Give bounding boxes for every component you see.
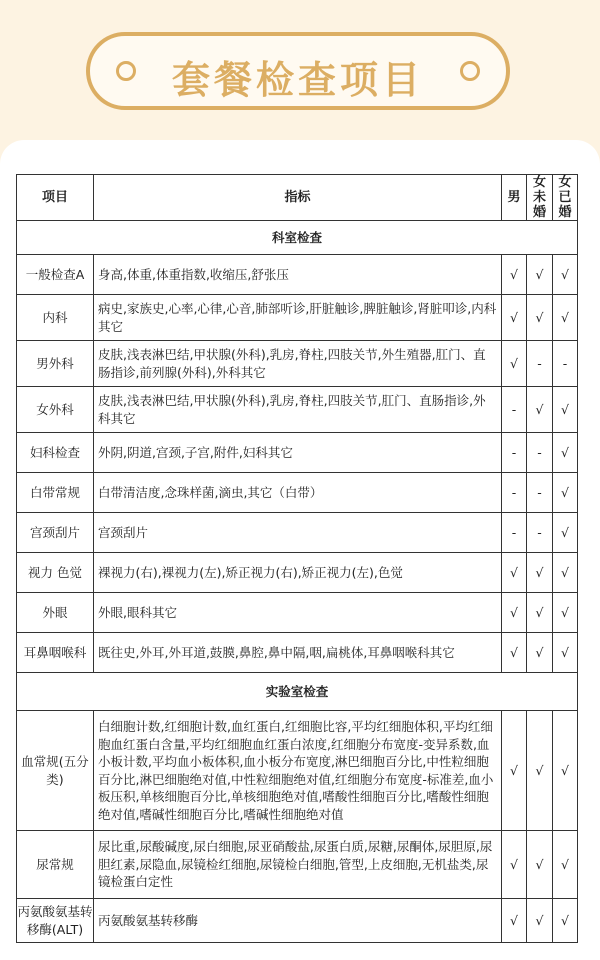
item-cell: 一般检查A [17, 255, 94, 295]
male-mark: √ [502, 295, 527, 341]
indicator-cell: 宫颈刮片 [94, 513, 502, 553]
male-mark: - [502, 387, 527, 433]
indicator-cell: 尿比重,尿酸碱度,尿白细胞,尿亚硝酸盐,尿蛋白质,尿糖,尿酮体,尿胆原,尿胆红素,尿隐血,尿镜检红细胞,尿镜检白细胞,管型,上皮细胞,无机盐类,尿镜检蛋白定性 [94, 831, 502, 899]
female-unmarried-mark: √ [527, 387, 553, 433]
indicator-cell: 裸视力(右),裸视力(左),矫正视力(右),矫正视力(左),色觉 [94, 553, 502, 593]
male-mark: - [502, 433, 527, 473]
female-unmarried-mark: √ [527, 711, 553, 831]
female-unmarried-mark: - [527, 473, 553, 513]
female-unmarried-mark: √ [527, 553, 553, 593]
item-cell: 白带常规 [17, 473, 94, 513]
female-unmarried-mark: - [527, 513, 553, 553]
header-male: 男 [502, 175, 527, 221]
item-cell: 血常规(五分类) [17, 711, 94, 831]
male-mark: √ [502, 711, 527, 831]
female-married-mark: √ [553, 711, 578, 831]
table-row [17, 473, 578, 513]
female-married-mark: √ [553, 831, 578, 899]
item-cell: 男外科 [17, 341, 94, 387]
male-mark: √ [502, 831, 527, 899]
item-cell: 宫颈刮片 [17, 513, 94, 553]
female-unmarried-mark: √ [527, 593, 553, 633]
item-cell: 妇科检查 [17, 433, 94, 473]
circle-icon [460, 61, 480, 81]
header-indicator: 指标 [94, 175, 502, 221]
table-row [17, 341, 578, 387]
male-mark: √ [502, 899, 527, 943]
table-row [17, 633, 578, 673]
male-mark: √ [502, 255, 527, 295]
table-row [17, 899, 578, 943]
female-unmarried-mark: - [527, 433, 553, 473]
indicator-cell: 丙氨酸氨基转移酶 [94, 899, 502, 943]
female-unmarried-mark: √ [527, 255, 553, 295]
page-title: 套餐检查项目 [171, 58, 424, 102]
female-married-mark: √ [553, 295, 578, 341]
table-row [17, 255, 578, 295]
table-row [17, 513, 578, 553]
female-unmarried-mark: √ [527, 899, 553, 943]
title-banner [86, 32, 510, 110]
table-row [17, 711, 578, 831]
table-row [17, 433, 578, 473]
item-cell: 视力 色觉 [17, 553, 94, 593]
female-married-mark: √ [553, 255, 578, 295]
header-female-unmarried: 女未婚 [527, 175, 553, 221]
indicator-cell: 白细胞计数,红细胞计数,血红蛋白,红细胞比容,平均红细胞体积,平均红细胞血红蛋白含量,平均红细胞血红蛋白浓度,红细胞分布宽度-变异系数,血小板计数,平均血小板体积,血小板分布宽度,淋巴细胞百分比,中性粒细胞百分比,淋巴细胞绝对值,中性粒细胞绝对值,红细胞分布宽度-标准差,血小板压积,单核细胞百分比,单核细胞绝对值,嗜酸性细胞百分比,嗜酸性细胞绝对值,嗜碱性细胞百分比,嗜碱性细胞绝对值 [94, 711, 502, 831]
female-married-mark: √ [553, 633, 578, 673]
section-title: 实验室检查 [17, 673, 578, 711]
indicator-cell: 外眼,眼科其它 [94, 593, 502, 633]
indicator-cell: 皮肤,浅表淋巴结,甲状腺(外科),乳房,脊柱,四肢关节,外生殖器,肛门、直肠指诊,前列腺(外科),外科其它 [94, 341, 502, 387]
female-married-mark: - [553, 341, 578, 387]
female-unmarried-mark: √ [527, 633, 553, 673]
female-married-mark: √ [553, 593, 578, 633]
checkup-table [16, 174, 578, 943]
female-unmarried-mark: √ [527, 831, 553, 899]
male-mark: √ [502, 553, 527, 593]
male-mark: - [502, 513, 527, 553]
item-cell: 耳鼻咽喉科 [17, 633, 94, 673]
female-married-mark: √ [553, 899, 578, 943]
item-cell: 女外科 [17, 387, 94, 433]
female-married-mark: √ [553, 387, 578, 433]
indicator-cell: 外阴,阴道,宫颈,子宫,附件,妇科其它 [94, 433, 502, 473]
section-title: 科室检查 [17, 221, 578, 255]
male-mark: √ [502, 593, 527, 633]
table-row [17, 553, 578, 593]
table-row [17, 387, 578, 433]
female-married-mark: √ [553, 513, 578, 553]
female-unmarried-mark: √ [527, 295, 553, 341]
item-cell: 内科 [17, 295, 94, 341]
indicator-cell: 白带清洁度,念珠样菌,滴虫,其它（白带） [94, 473, 502, 513]
header-item: 项目 [17, 175, 94, 221]
table-row [17, 831, 578, 899]
item-cell: 外眼 [17, 593, 94, 633]
male-mark: - [502, 473, 527, 513]
item-cell: 丙氨酸氨基转移酶(ALT) [17, 899, 94, 943]
male-mark: √ [502, 341, 527, 387]
female-married-mark: √ [553, 553, 578, 593]
section-row [17, 673, 578, 711]
table-row [17, 593, 578, 633]
table-header-row [17, 175, 578, 221]
indicator-cell: 皮肤,浅表淋巴结,甲状腺(外科),乳房,脊柱,四肢关节,肛门、直肠指诊,外科其它 [94, 387, 502, 433]
female-unmarried-mark: - [527, 341, 553, 387]
indicator-cell: 病史,家族史,心率,心律,心音,肺部听诊,肝脏触诊,脾脏触诊,肾脏叩诊,内科其它 [94, 295, 502, 341]
table-row [17, 295, 578, 341]
item-cell: 尿常规 [17, 831, 94, 899]
female-married-mark: √ [553, 433, 578, 473]
male-mark: √ [502, 633, 527, 673]
indicator-cell: 身高,体重,体重指数,收缩压,舒张压 [94, 255, 502, 295]
header-female-married: 女已婚 [553, 175, 578, 221]
section-row [17, 221, 578, 255]
female-married-mark: √ [553, 473, 578, 513]
indicator-cell: 既往史,外耳,外耳道,鼓膜,鼻腔,鼻中隔,咽,扁桃体,耳鼻咽喉科其它 [94, 633, 502, 673]
